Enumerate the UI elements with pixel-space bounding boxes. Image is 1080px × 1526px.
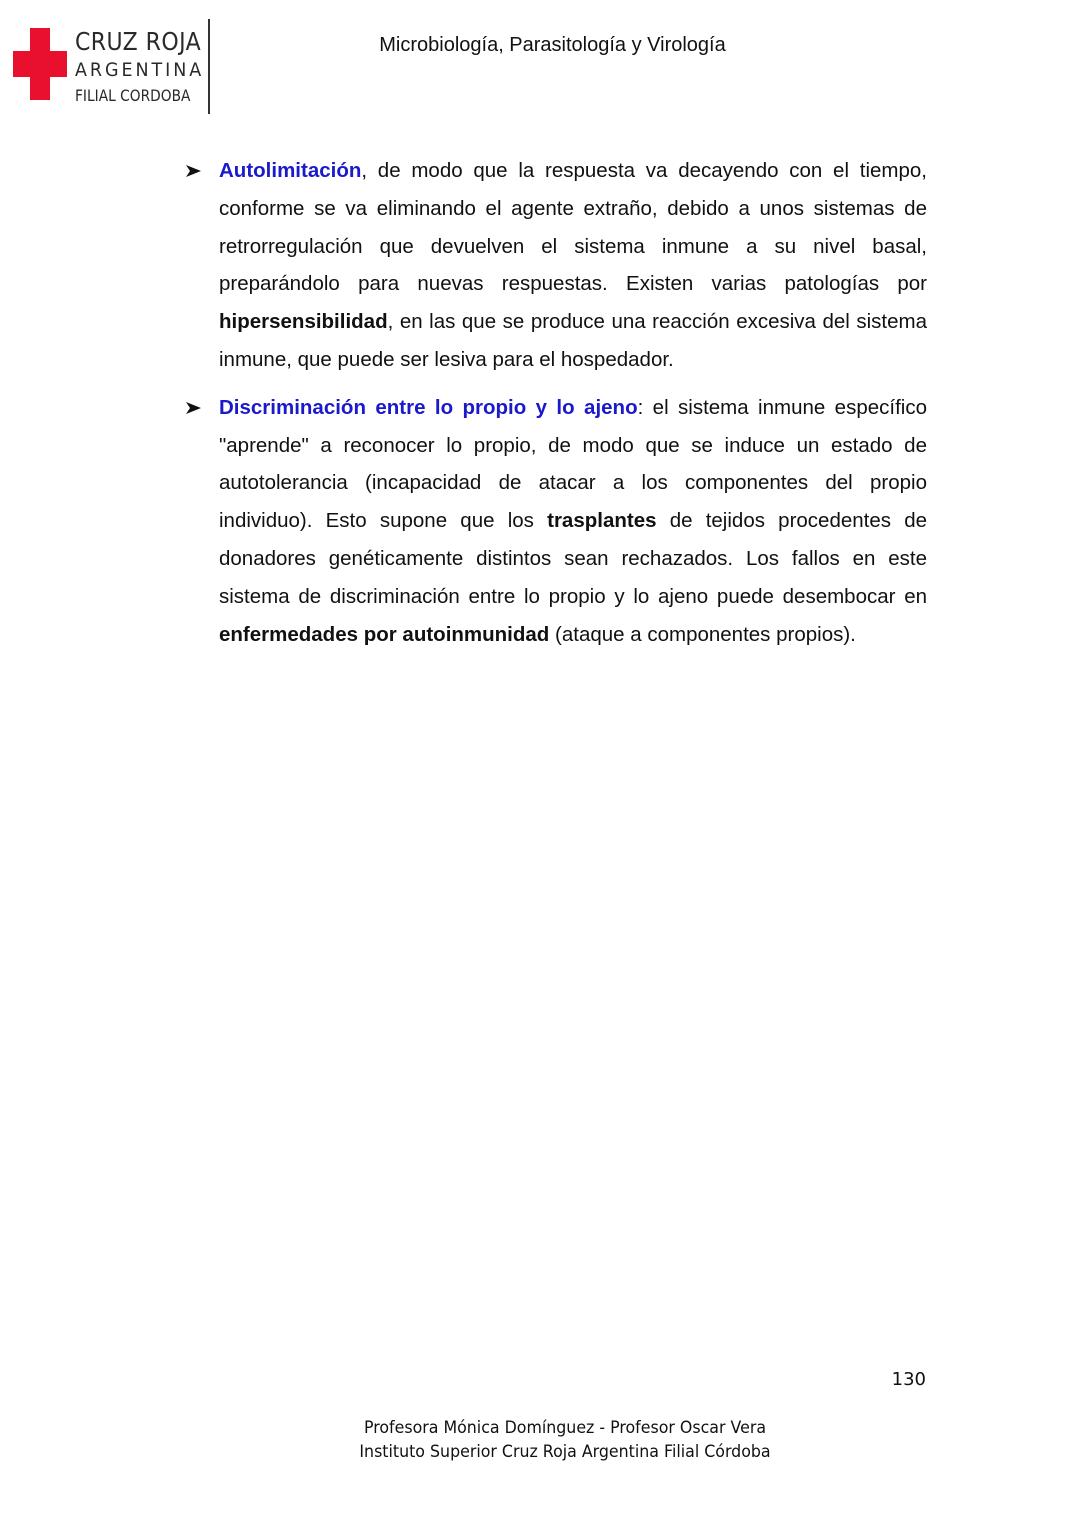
term-autoinmunidad: enfermedades por autoinmunidad xyxy=(219,622,550,646)
bullet-text: : el sistema inmune específico "aprende" a reconocer lo propio, de modo que se induce un estado de autotolerancia (incapacidad de atacar a los componentes del propio individuo). Esto supone que los xyxy=(219,395,927,533)
bullet-discriminacion xyxy=(185,389,927,654)
logo-line-2: ARGENTINA xyxy=(75,59,205,81)
arrowhead-bullet-icon xyxy=(185,389,205,427)
arrowhead-bullet-icon xyxy=(185,152,205,190)
bullet-text: de tejidos procedentes de donadores genéticamente distintos sean rechazados. Los fallos en este sistema de discriminación entre lo propio y lo ajeno puede desembocar en xyxy=(219,509,927,608)
footer-institution: Instituto Superior Cruz Roja Argentina Filial Córdoba xyxy=(359,1442,771,1462)
bullet-text: (ataque a componentes propios). xyxy=(549,622,856,646)
document-header-title: Microbiología, Parasitología y Virología xyxy=(379,34,726,56)
bullet-autolimitacion xyxy=(185,152,927,379)
bullet-text: , en las que se produce una reacción excesiva del sistema inmune, que puede ser lesiva para el hospedador. xyxy=(219,310,927,371)
term-trasplantes: trasplantes xyxy=(547,509,657,533)
logo-line-1: CRUZ ROJA xyxy=(75,27,202,56)
logo-line-3: FILIAL CORDOBA xyxy=(75,86,191,105)
document-footer xyxy=(0,1416,1080,1464)
term-discriminacion: Discriminación entre lo propio y lo ajeno xyxy=(219,395,638,419)
page-number: 130 xyxy=(891,1369,926,1390)
term-autolimitacion: Autolimitación xyxy=(219,159,362,182)
document-body xyxy=(185,152,927,663)
cruz-roja-logo xyxy=(0,0,215,120)
bullet-text: , de modo que la respuesta va decayendo con el tiempo, conforme se va eliminando el agente extraño, debido a unos sistemas de retrorregulación que devuelven el sistema inmune a su nivel basal, preparándolo para nuevas respuestas. Existen varias patologías por xyxy=(219,159,927,296)
term-hipersensibilidad: hipersensibilidad xyxy=(219,310,388,334)
footer-authors: Profesora Mónica Domínguez - Profesor Oscar Vera xyxy=(363,1418,767,1438)
